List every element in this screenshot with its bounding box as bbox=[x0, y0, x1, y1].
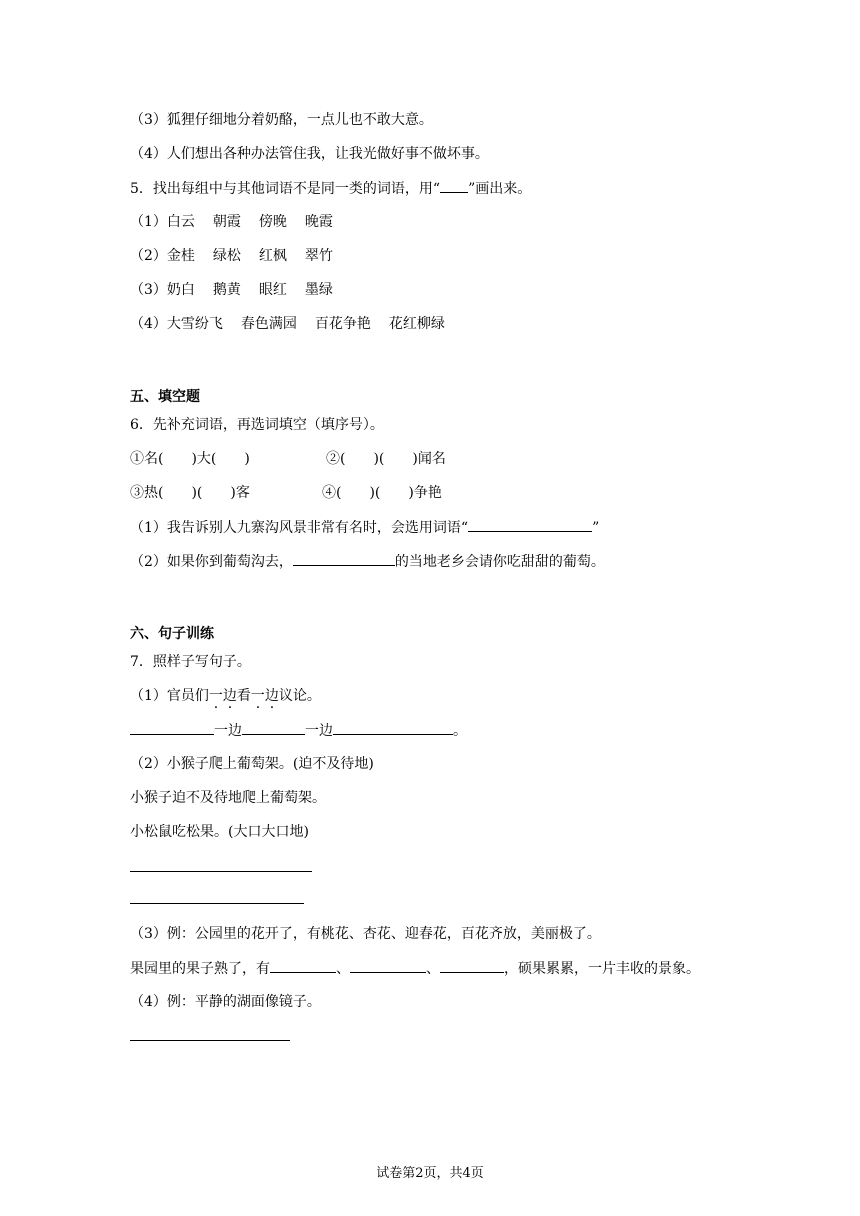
group-number: （1） bbox=[130, 214, 167, 230]
sentence-text: （1）官员们 bbox=[130, 688, 209, 704]
word-option: 百花争艳 bbox=[314, 316, 371, 332]
answer-blank[interactable] bbox=[333, 720, 453, 735]
q6-prompt: 6．先补充词语，再选词填空（填序号）。 bbox=[130, 417, 384, 433]
q7-fill-3 bbox=[130, 958, 700, 979]
q7-example-2-answer: 小猴子迫不及待地爬上葡萄架。 bbox=[130, 790, 326, 806]
sentence-text: 、 bbox=[336, 961, 350, 977]
word-option: 金桂 bbox=[166, 248, 195, 264]
q5-group-4 bbox=[130, 314, 445, 334]
word-option: 奶白 bbox=[166, 282, 195, 298]
word-option: 翠竹 bbox=[304, 248, 333, 264]
word-option: 白云 bbox=[166, 214, 195, 230]
group-number: （4） bbox=[130, 316, 167, 332]
q5-prompt-text-a: 5．找出每组中与其他词语不是同一类的词语，用“ bbox=[130, 181, 441, 197]
answer-blank[interactable] bbox=[293, 551, 395, 566]
emphasis-char: 边 bbox=[264, 688, 279, 704]
word-option: 墨绿 bbox=[304, 282, 333, 298]
section-6-title: 六、句子训练 bbox=[130, 626, 214, 642]
sentence-text: ” bbox=[592, 520, 600, 536]
q6-idiom-3: ③热( )( )客 bbox=[130, 485, 250, 501]
sentence-text: 议论。 bbox=[278, 688, 321, 704]
section-5-title: 五、填空题 bbox=[130, 389, 200, 405]
sentence-text: 的当地老乡会请你吃甜甜的葡萄。 bbox=[394, 554, 605, 570]
word-option: 大雪纷飞 bbox=[166, 316, 223, 332]
word-option: 红枫 bbox=[258, 248, 287, 264]
word-option: 春色满园 bbox=[240, 316, 297, 332]
page-footer: 试卷第2页，共4页 bbox=[376, 1166, 484, 1181]
group-number: （2） bbox=[130, 248, 167, 264]
q6-idiom-4: ④( )( )争艳 bbox=[322, 485, 442, 501]
q6-idiom-1: ①名( )大( ) bbox=[130, 451, 250, 467]
answer-blank[interactable] bbox=[242, 720, 305, 735]
q5-group-1 bbox=[130, 212, 333, 232]
q5-group-2 bbox=[130, 246, 333, 266]
q7-example-4: （4）例：平静的湖面像镜子。 bbox=[130, 994, 321, 1010]
group-number: （3） bbox=[130, 282, 167, 298]
sentence-text: ，硕果累累，一片丰收的景象。 bbox=[504, 961, 700, 977]
answer-line[interactable] bbox=[130, 1040, 290, 1041]
sentence-text: 、 bbox=[426, 961, 440, 977]
answer-blank[interactable] bbox=[270, 958, 336, 973]
word-option: 花红柳绿 bbox=[388, 316, 445, 332]
q7-fill-1 bbox=[130, 720, 467, 741]
answer-blank[interactable] bbox=[350, 958, 426, 973]
answer-line[interactable] bbox=[130, 871, 312, 872]
word-option: 晚霞 bbox=[304, 214, 333, 230]
q5-prompt bbox=[130, 178, 531, 199]
q7-prompt: 7．照样子写句子。 bbox=[130, 654, 251, 670]
q6-sentence-1 bbox=[130, 517, 599, 538]
sentence-text: （1）我告诉别人九寨沟风景非常有名时，会选用词语“ bbox=[130, 520, 469, 536]
q7-example-3: （3）例：公园里的花开了，有桃花、杏花、迎春花，百花齐放，美丽极了。 bbox=[130, 926, 601, 942]
q7-example-1 bbox=[130, 686, 321, 706]
sentence-text: 看 bbox=[236, 688, 251, 704]
q5-prompt-text-b: ”画出来。 bbox=[468, 181, 532, 197]
word-option: 眼红 bbox=[258, 282, 287, 298]
q7-task-2: 小松鼠吃松果。(大口大口地) bbox=[130, 824, 309, 840]
sentence-text: 一边 bbox=[305, 723, 333, 739]
q6-sentence-2 bbox=[130, 551, 605, 572]
sentence-text: 果园里的果子熟了，有 bbox=[130, 961, 270, 977]
answer-blank[interactable] bbox=[440, 958, 504, 973]
answer-blank[interactable] bbox=[468, 517, 592, 532]
q4-item-3: （3）狐狸仔细地分着奶酪，一点儿也不敢大意。 bbox=[130, 112, 433, 128]
word-option: 傍晚 bbox=[258, 214, 287, 230]
emphasis-char: 一 bbox=[250, 688, 265, 704]
emphasis-char: 一 bbox=[208, 688, 223, 704]
sentence-text: （2）如果你到葡萄沟去， bbox=[130, 554, 293, 570]
sentence-text: 。 bbox=[453, 723, 467, 739]
q4-item-4: （4）人们想出各种办法管住我，让我光做好事不做坏事。 bbox=[130, 146, 489, 162]
q7-example-2: （2）小猴子爬上葡萄架。(迫不及待地) bbox=[130, 756, 374, 772]
q5-group-3 bbox=[130, 280, 333, 300]
emphasis-char: 边 bbox=[222, 688, 237, 704]
underline-sample bbox=[440, 178, 468, 193]
answer-line[interactable] bbox=[130, 903, 304, 904]
q6-idiom-2: ②( )( )闻名 bbox=[326, 451, 446, 467]
word-option: 绿松 bbox=[212, 248, 241, 264]
word-option: 朝霞 bbox=[212, 214, 241, 230]
word-option: 鹅黄 bbox=[212, 282, 241, 298]
sentence-text: 一边 bbox=[214, 723, 242, 739]
answer-blank[interactable] bbox=[130, 720, 214, 735]
